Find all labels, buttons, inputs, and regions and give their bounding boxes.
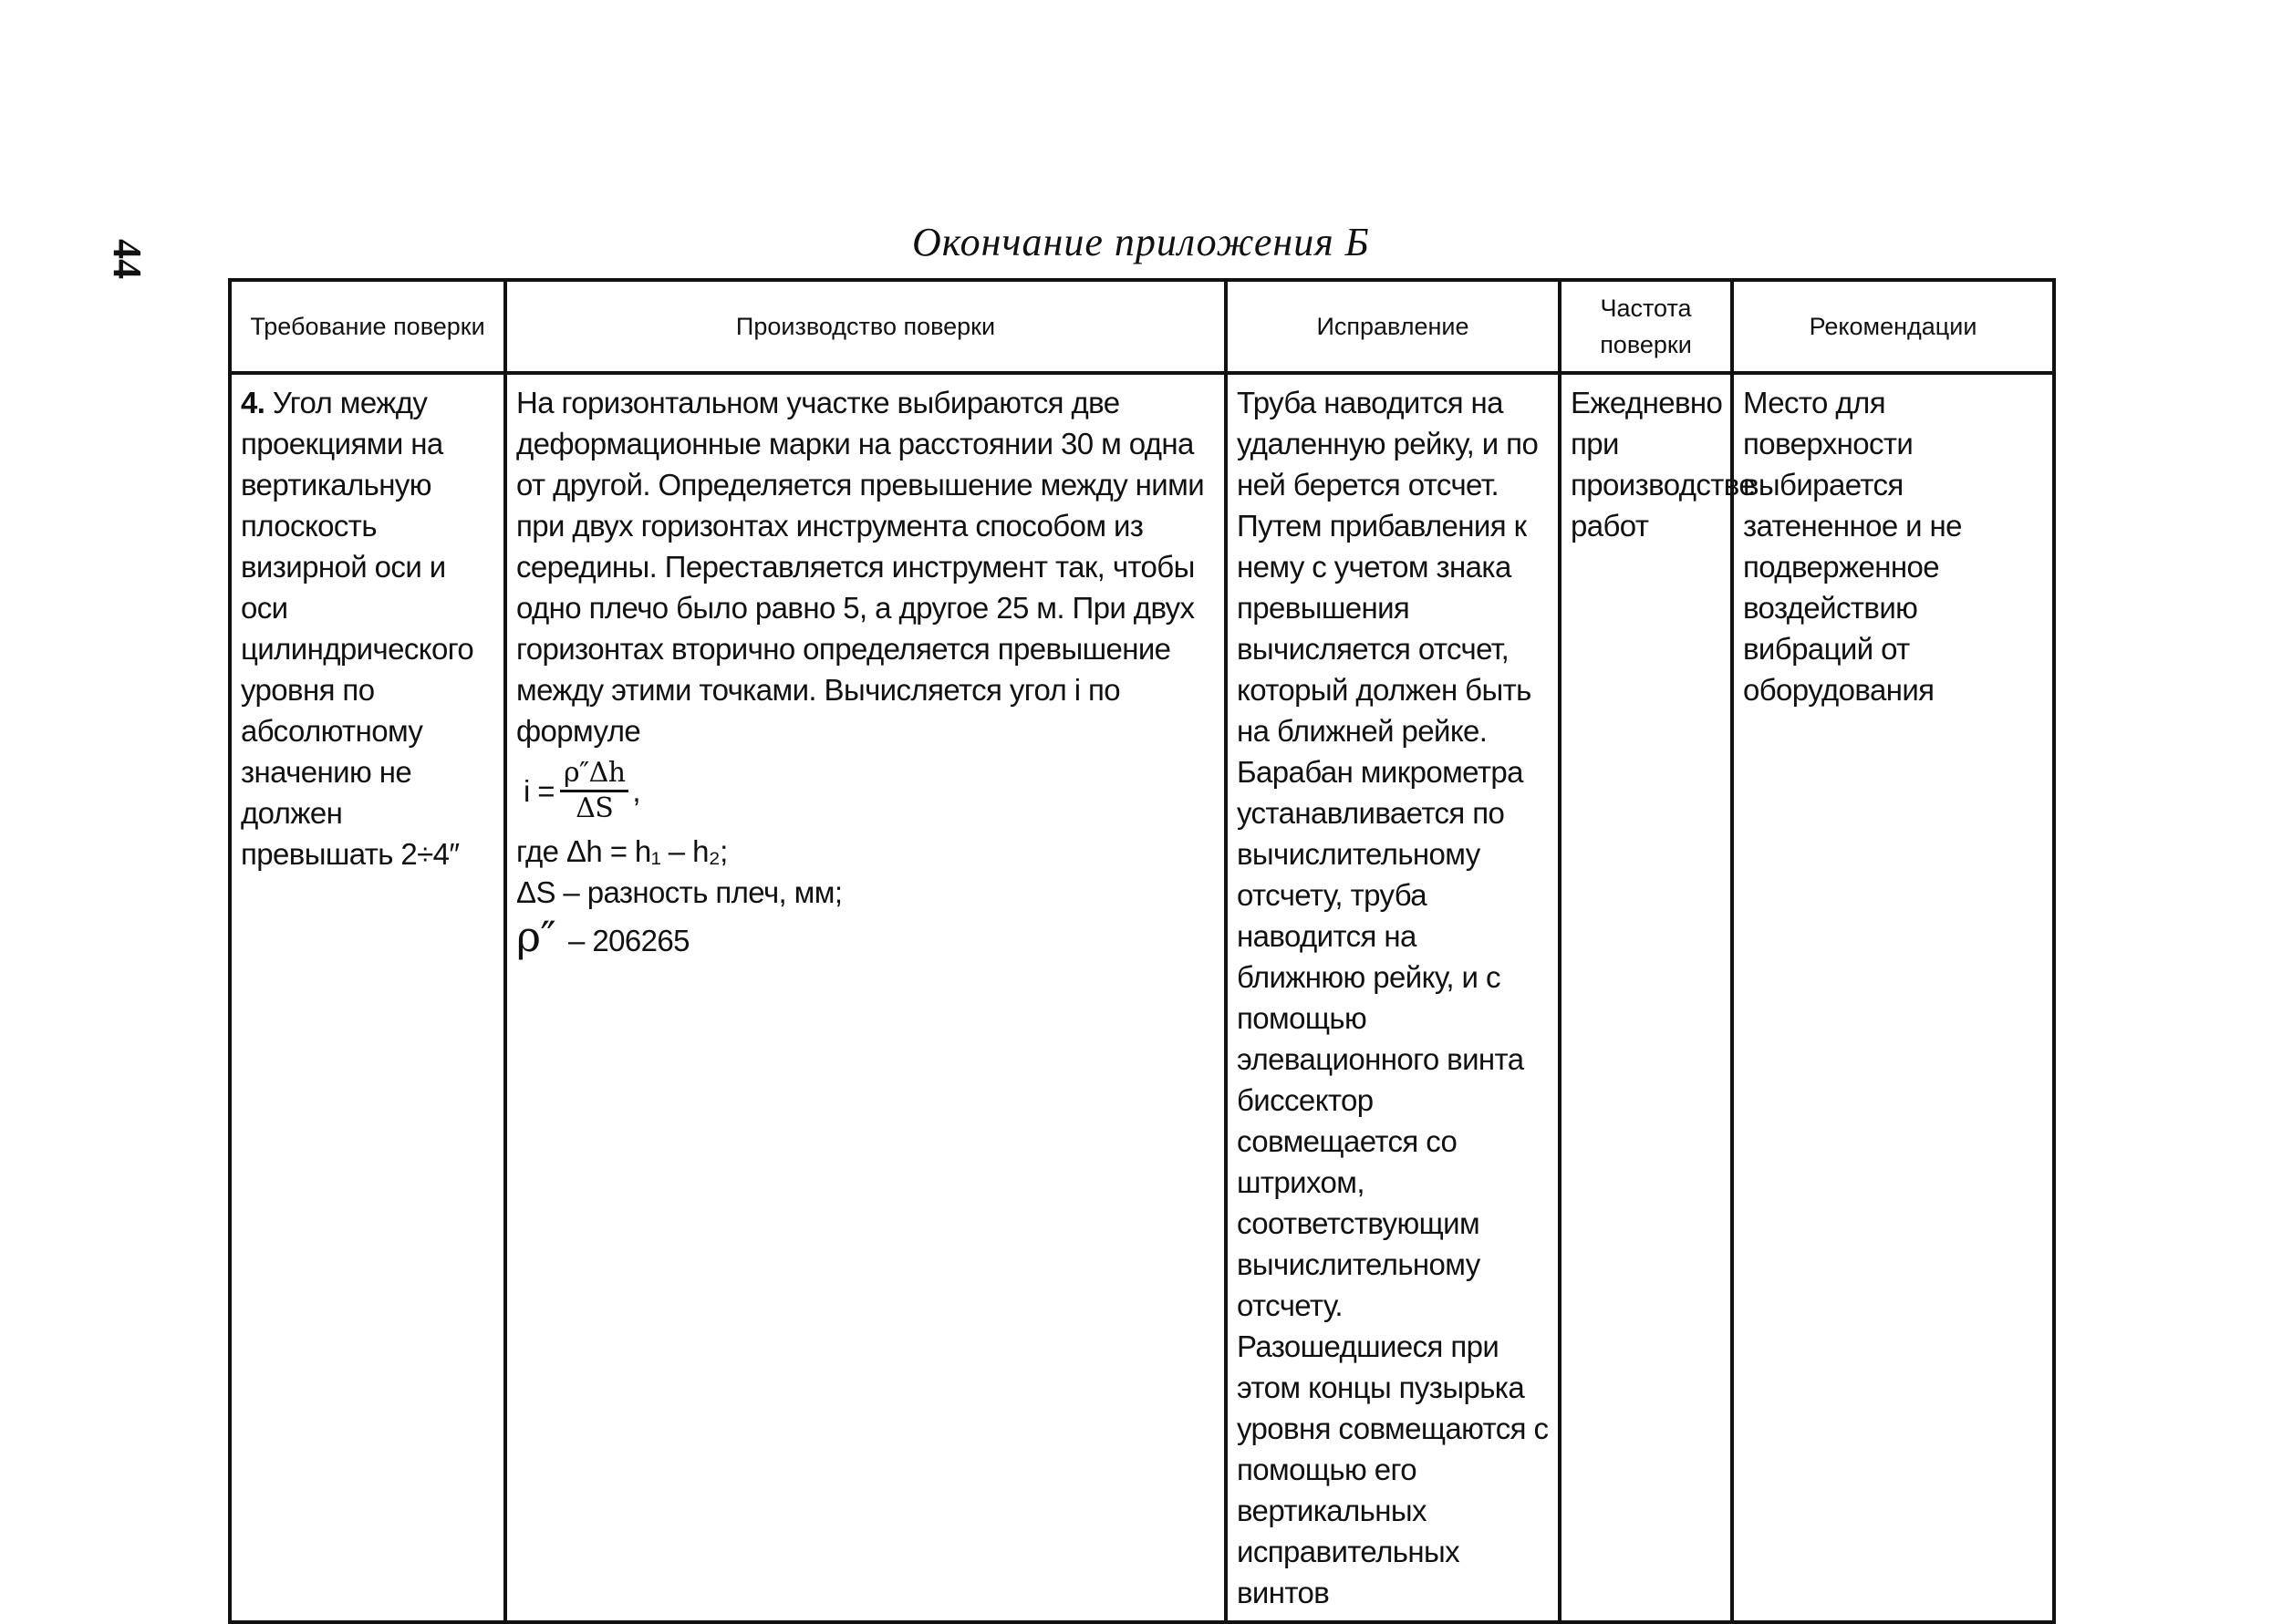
requirement-text: Угол между проекциями на вертикальную плоскость визирной оси и оси цилиндрического уровня по абсолютному значению не должен превышать 2÷4″ [241, 386, 474, 871]
procedure-text: На горизонтальном участке выбираются две деформационные марки на расстоянии 30 м одна от другой. Определяется превышение между ними при двух горизонтах инструмента способом из середины. Переставляется инструмент так, чтобы одно плечо было равно 5, а другое 25 м. При двух горизонтах вторично определяется превышение между этими точками. Вычисляется угол i по формуле [516, 386, 1205, 748]
formula-where-line: где Δh = h₁ – h₂; [516, 834, 728, 868]
formula-comma: , [632, 774, 640, 808]
recommendation-cell: Место для поверхности выбирается затененное и не подверженное воздействию вибраций от оборудования [1732, 373, 2054, 1622]
formula-fraction [560, 757, 628, 825]
formula-lhs: i = [524, 774, 555, 808]
requirement-cell [230, 373, 505, 1622]
appendix-table [228, 278, 2052, 1609]
table-header-row [230, 280, 2054, 373]
frequency-cell: Ежедневно при производстве работ [1560, 373, 1732, 1622]
formula-ds-line: ΔS – разность плеч, мм; [516, 875, 843, 909]
requirement-number: 4. [241, 386, 265, 419]
page-number: 44 [105, 239, 150, 279]
header-frequency: Частота поверки [1560, 280, 1732, 373]
procedure-cell [505, 373, 1226, 1622]
header-recommendations: Рекомендации [1732, 280, 2054, 373]
rho-value: – 206265 [568, 924, 690, 957]
table-row [230, 373, 2054, 1622]
rho-symbol: ρ″ [516, 912, 556, 961]
formula-denominator: ΔS [576, 792, 614, 824]
angle-formula [524, 757, 1215, 825]
header-correction: Исправление [1226, 280, 1560, 373]
header-requirement: Требование поверки [230, 280, 505, 373]
table-caption: Окончание приложения Б [912, 220, 1370, 264]
formula-rho-line [516, 912, 1215, 961]
header-procedure: Производство поверки [505, 280, 1226, 373]
formula-numerator: ρ″Δh [560, 757, 628, 792]
correction-cell: Труба наводится на удаленную рейку, и по ней берется отсчет. Путем прибавления к нему с учетом знака превышения вычисляется отсчет, который должен быть на ближней рейке. Барабан микрометра устанавливается по вычислительному отсчету, труба наводится на ближнюю рейку, и с помощью элевационного винта биссектор совмещается со штрихом, соответствующим вычислительному отсчету. Разошедшиеся при этом концы пузырька уровня совмещаются с помощью его вертикальных исправительных винтов [1226, 373, 1560, 1622]
